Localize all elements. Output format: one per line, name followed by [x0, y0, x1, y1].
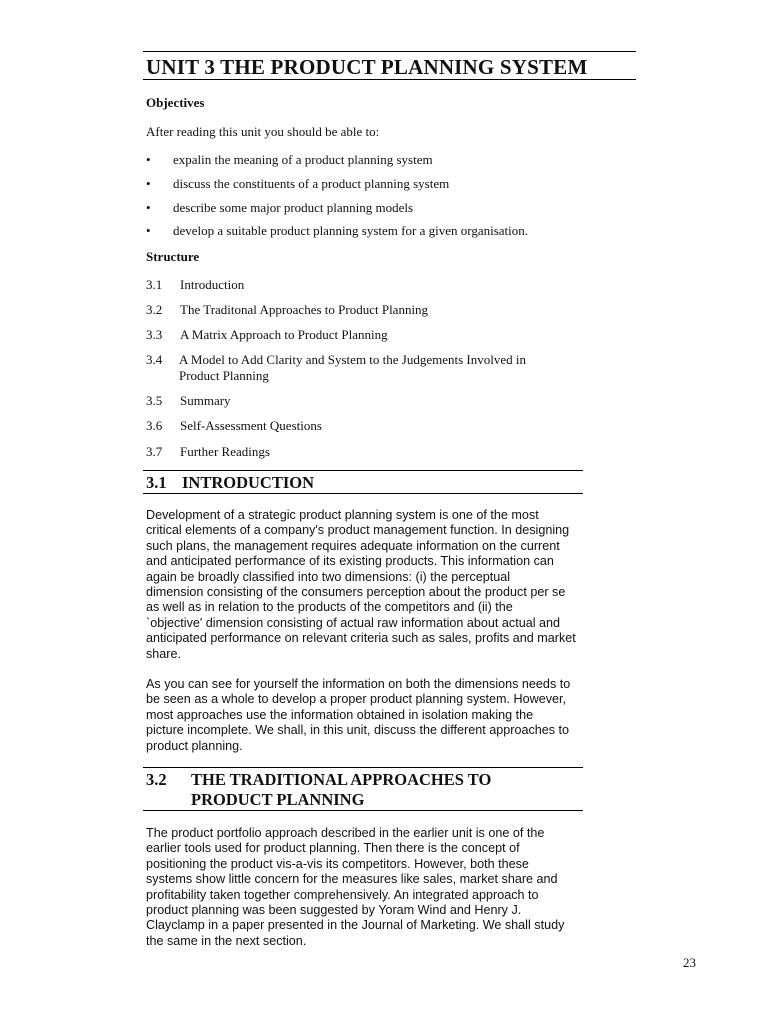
toc-number: 3.2 — [146, 302, 163, 317]
toc-item — [146, 393, 231, 409]
toc-number: 3.6 — [146, 418, 163, 433]
objectives-heading: Objectives — [146, 95, 205, 110]
paragraph-line: picture incomplete. We shall, in this unit, discuss the different approaches to — [146, 723, 570, 738]
toc-title: Further Readings — [180, 444, 270, 459]
paragraph-line: again be broadly classified into two dimensions: (i) the perceptual — [146, 569, 511, 584]
paragraph-line: share. — [146, 646, 182, 661]
toc-number: 3.1 — [146, 277, 163, 292]
paragraph-line: dimension consisting of the consumers perception about the product per se — [146, 585, 566, 600]
paragraph-line: As you can see for yourself the information on both the dimensions needs to — [146, 677, 571, 691]
objective-text: expalin the meaning of a product planning system — [173, 152, 433, 167]
toc-number: 3.5 — [146, 393, 163, 408]
objective-item — [146, 152, 433, 168]
toc-item — [146, 277, 244, 293]
paragraph-line: product planning was been suggested by Yoram Wind and Henry J. — [146, 903, 522, 918]
toc-item — [146, 418, 322, 434]
paragraph-line: and anticipated performance of its existing products. This information can — [146, 554, 554, 569]
paragraph-line: positioning the product vis-a-vis its competitors. However, both these — [146, 856, 529, 871]
paragraph-line: `objective' dimension consisting of actual raw information about actual and — [146, 615, 561, 630]
objectives-intro: After reading this unit you should be able to: — [146, 124, 380, 139]
paragraph-line: most approaches use the information obtained in isolation making the — [146, 707, 534, 722]
section2-paragraph-1 — [146, 826, 586, 949]
toc-number: 3.7 — [146, 444, 163, 459]
section1-top-rule — [143, 470, 583, 471]
paragraph-line: Development of a strategic product planning system is one of the most — [146, 508, 539, 522]
objective-text: discuss the constituents of a product planning system — [173, 176, 450, 191]
paragraph-line: The product portfolio approach described in the earlier unit is one of the — [146, 826, 545, 840]
toc-title: Self-Assessment Questions — [180, 418, 322, 433]
paragraph-line: profitability taken together comprehensively. An integrated approach to — [146, 887, 539, 902]
section2-top-rule — [143, 767, 583, 768]
section2-number: 3.2 — [146, 770, 167, 789]
bullet-icon: • — [146, 223, 151, 238]
toc-title: The Traditonal Approaches to Product Planning — [180, 302, 429, 317]
objective-item — [146, 223, 529, 239]
unit-title: UNIT 3 THE PRODUCT PLANNING SYSTEM — [146, 55, 588, 79]
section2-title-line2: PRODUCT PLANNING — [191, 790, 365, 809]
paragraph-line: anticipated performance on relevant criteria such as sales, profits and market — [146, 631, 576, 646]
section1-heading — [146, 473, 314, 493]
section1-paragraph-2 — [146, 677, 586, 754]
section1-paragraph-1 — [146, 508, 586, 662]
toc-title-continued: Product Planning — [179, 368, 269, 383]
toc-number: 3.3 — [146, 327, 163, 342]
toc-title: A Model to Add Clarity and System to the Judgements Involved in — [179, 352, 527, 367]
objective-text: develop a suitable product planning system for a given organisation. — [173, 223, 529, 238]
section2-title-line1: THE TRADITIONAL APPROACHES TO — [191, 770, 492, 789]
section1-title: INTRODUCTION — [182, 473, 315, 492]
objective-text: describe some major product planning models — [173, 200, 414, 215]
paragraph-line: be seen as a whole to develop a proper product planning system. However, — [146, 692, 567, 707]
title-bottom-rule — [143, 79, 636, 80]
objective-item — [146, 200, 414, 216]
section2-heading — [146, 770, 491, 790]
toc-title: Introduction — [180, 277, 245, 292]
bullet-icon: • — [146, 152, 151, 167]
objective-item — [146, 176, 450, 192]
bullet-icon: • — [146, 200, 151, 215]
structure-heading: Structure — [146, 249, 200, 264]
toc-item — [146, 327, 388, 343]
section2-bottom-rule — [143, 810, 583, 811]
paragraph-line: product planning. — [146, 738, 243, 753]
paragraph-line: as well as in relation to the products of the competitors and (ii) the — [146, 600, 513, 615]
paragraph-line: critical elements of a company's product management function. In designing — [146, 523, 570, 538]
paragraph-line: Clayclamp in a paper presented in the Journal of Marketing. We shall study — [146, 918, 565, 933]
paragraph-line: the same in the next section. — [146, 933, 307, 948]
section1-number: 3.1 — [146, 473, 167, 492]
toc-number: 3.4 — [146, 352, 163, 367]
toc-item — [146, 352, 526, 368]
toc-title: A Matrix Approach to Product Planning — [180, 327, 388, 342]
bullet-icon: • — [146, 176, 151, 191]
toc-title: Summary — [180, 393, 231, 408]
title-top-rule — [143, 51, 636, 52]
paragraph-line: such plans, the management requires adequate information on the current — [146, 538, 560, 553]
page-number: 23 — [683, 955, 696, 970]
toc-item — [146, 444, 270, 460]
paragraph-line: earlier tools used for product planning. Then there is the concept of — [146, 841, 520, 856]
section1-bottom-rule — [143, 493, 583, 494]
paragraph-line: systems show little concern for the measures like sales, market share and — [146, 872, 558, 887]
toc-item — [146, 302, 428, 318]
